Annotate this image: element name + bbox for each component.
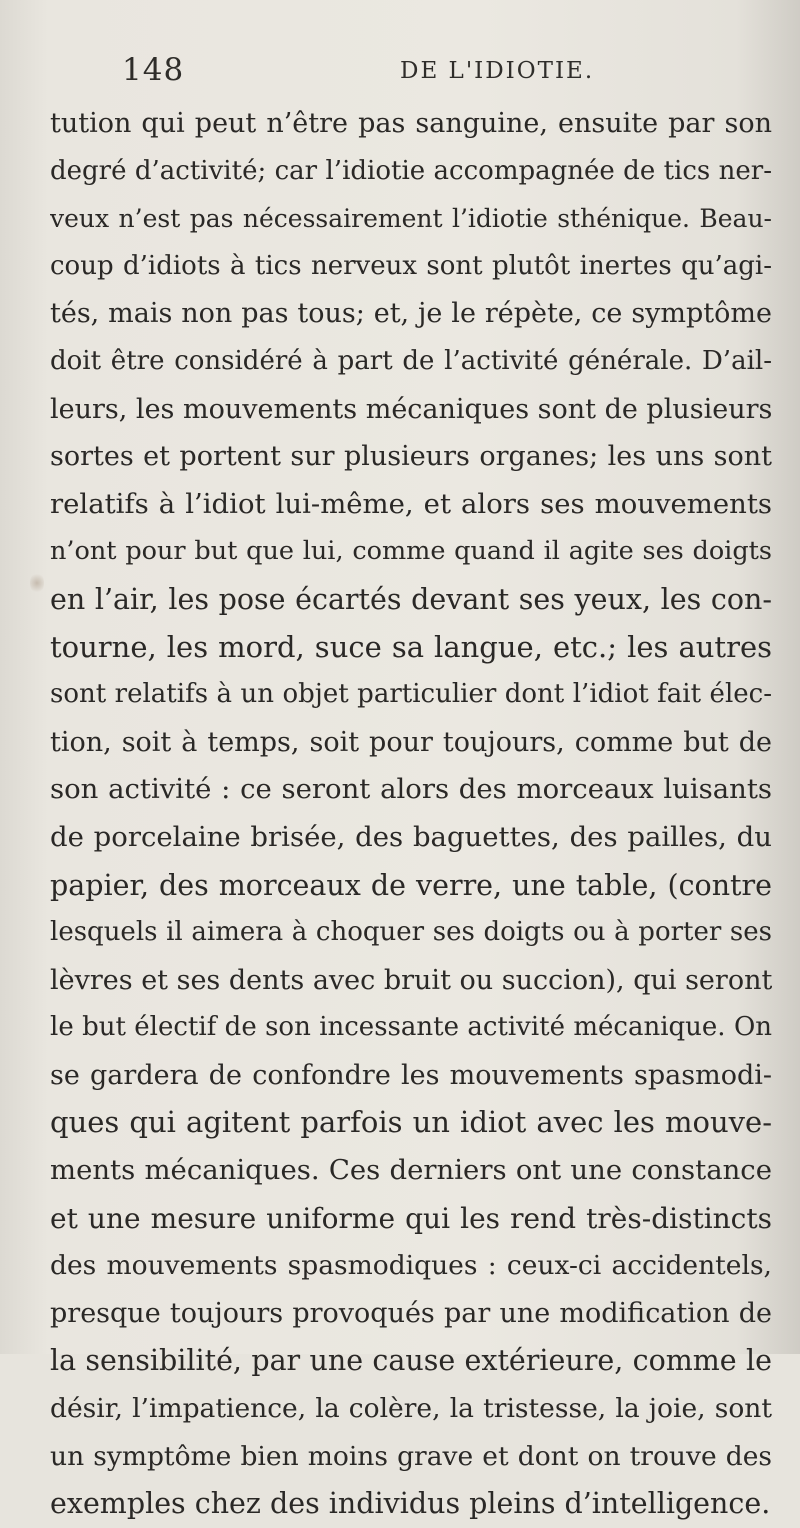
text-line: en l’air, les pose écartés devant ses yeux, les con- <box>50 582 772 616</box>
text-line: se gardera de confondre les mouvements spasmodi- <box>50 1059 772 1091</box>
text-line: tution qui peut n’être pas sanguine, ensuite par son <box>50 108 772 139</box>
text-line: et une mesure uniforme qui les rend très-distincts <box>50 1201 772 1235</box>
text-line: des mouvements spasmodiques : ceux-ci accidentels, <box>50 1250 772 1282</box>
text-line: tourne, les mord, suce sa langue, etc.; les autres <box>50 629 772 664</box>
text-line: ments mécaniques. Ces derniers ont une constance <box>50 1154 772 1187</box>
text-line: doit être considéré à part de l’activité générale. D’ail- <box>50 345 772 376</box>
text-line: tés, mais non pas tous; et, je le répète, ce symptôme <box>50 298 772 330</box>
text-line: sortes et portent sur plusieurs organes; les uns sont <box>50 441 772 473</box>
body-text <box>50 100 772 1528</box>
text-line: presque toujours provoqués par une modification de <box>50 1297 772 1329</box>
text-line: désir, l’impatience, la colère, la tristesse, la joie, sont <box>50 1393 772 1425</box>
page-header <box>122 52 682 92</box>
text-line: de porcelaine brisée, des baguettes, des pailles, du <box>50 820 772 853</box>
ink-smudge <box>30 572 44 594</box>
text-line: un symptôme bien moins grave et dont on trouve des <box>50 1440 772 1472</box>
page-number: 148 <box>122 52 185 88</box>
text-line: son activité : ce seront alors des morceaux luisants <box>50 773 772 806</box>
text-line: coup d’idiots à tics nerveux sont plutôt inertes qu’agi- <box>50 250 772 281</box>
text-line: n’ont pour but que lui, comme quand il agite ses doigts <box>50 536 772 567</box>
text-line: sont relatifs à un objet particulier dont l’idiot fait élec- <box>50 679 772 710</box>
text-line: ques qui agitent parfois un idiot avec les mouve- <box>50 1105 772 1140</box>
text-line: tion, soit à temps, soit pour toujours, comme but de <box>50 726 772 758</box>
text-line: papier, des morceaux de verre, une table, (contre <box>50 868 772 902</box>
text-line: le but électif de son incessante activité mécanique. On <box>50 1012 772 1043</box>
text-line: degré d’activité; car l’idiotie accompagnée de tics ner- <box>50 155 772 186</box>
text-line: lèvres et ses dents avec bruit ou succion), qui seront <box>50 964 772 996</box>
text-line: la sensibilité, par une cause extérieure, comme le <box>50 1344 772 1378</box>
text-line: relatifs à l’idiot lui-même, et alors ses mouvements <box>50 487 772 520</box>
text-line: veux n’est pas nécessairement l’idiotie sthénique. Beau- <box>50 204 772 234</box>
running-head: DE L'IDIOTIE. <box>400 58 595 84</box>
text-line: exemples chez des individus pleins d’intelligence. <box>50 1487 771 1521</box>
text-line: lesquels il aimera à choquer ses doigts ou à porter ses <box>50 917 772 948</box>
text-line: leurs, les mouvements mécaniques sont de plusieurs <box>50 393 772 425</box>
